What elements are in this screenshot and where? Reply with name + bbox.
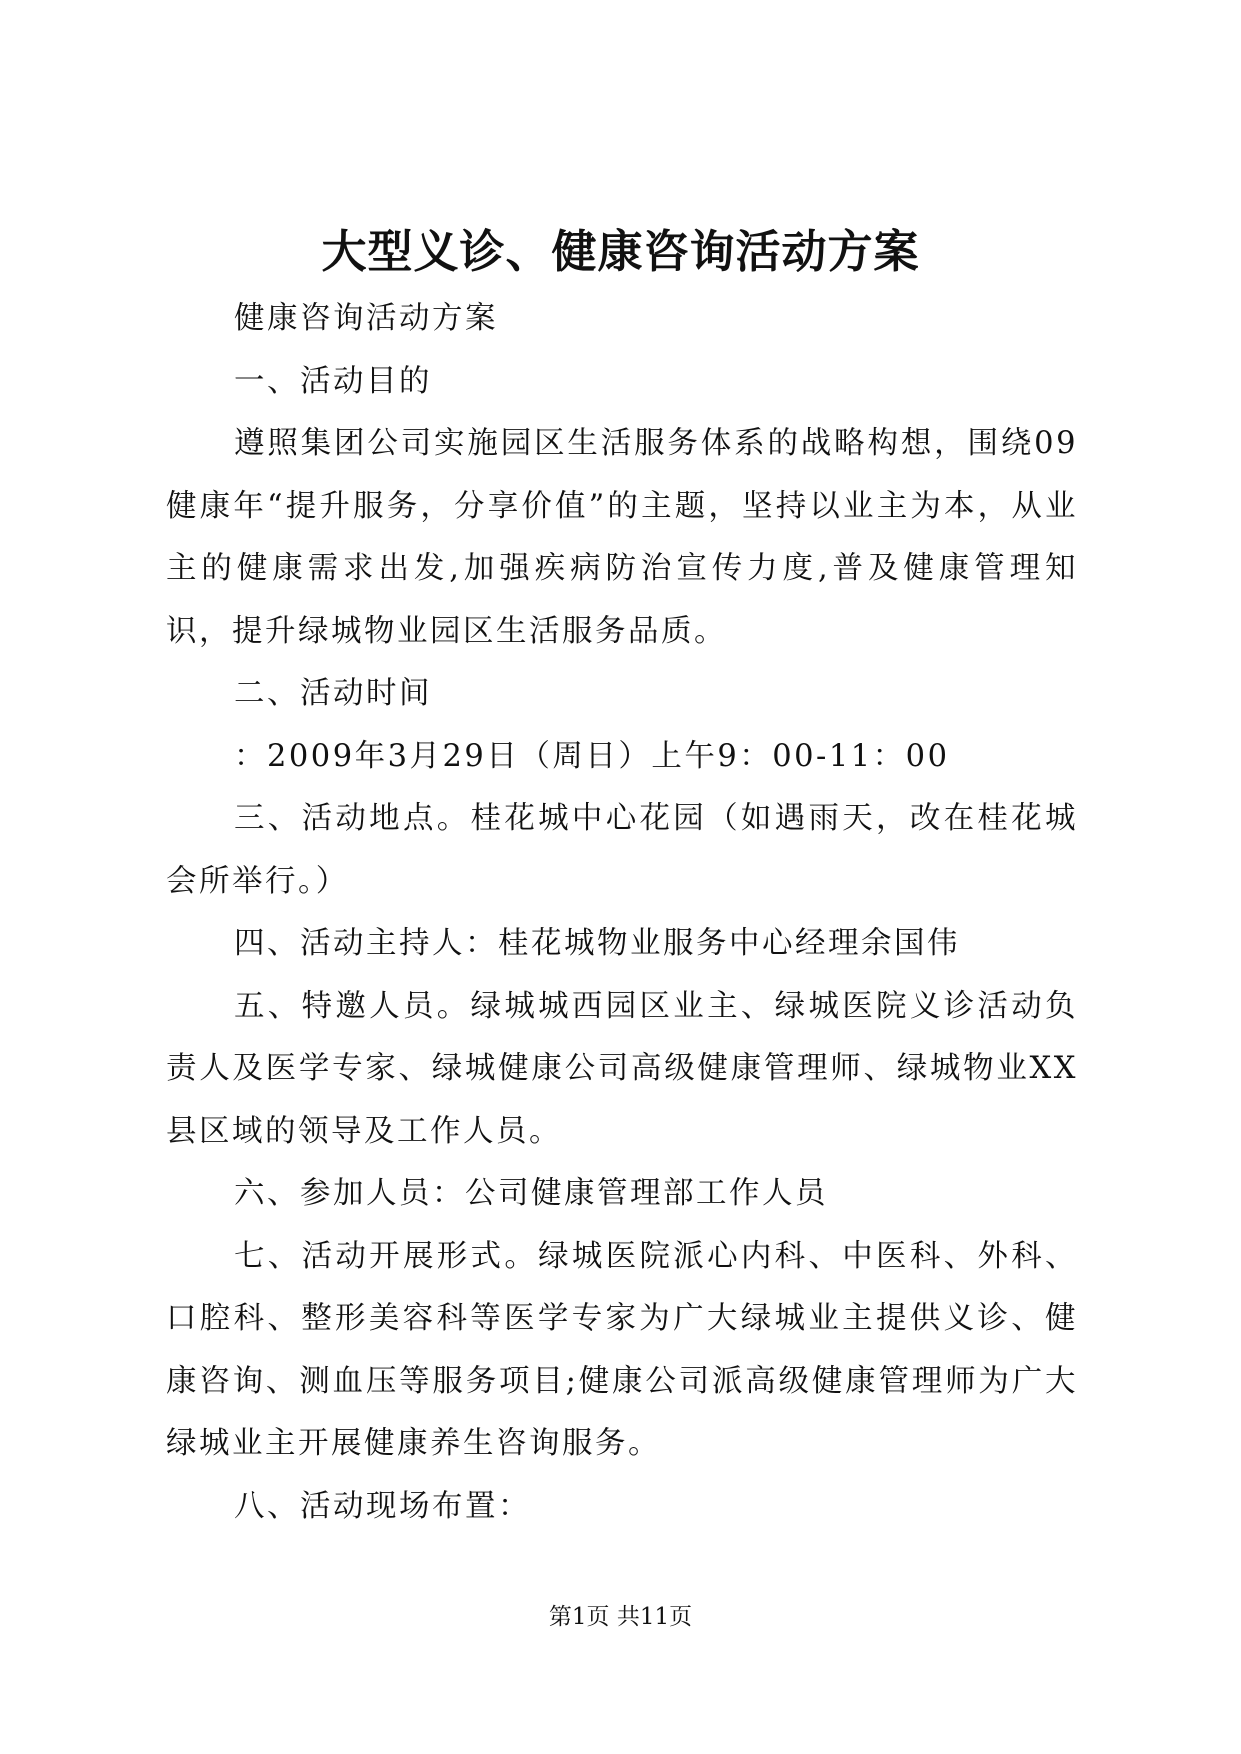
section-heading-time: 二、活动时间 bbox=[234, 676, 432, 711]
section-heading-site-layout: 八、活动现场布置： bbox=[234, 1488, 531, 1524]
page-number-footer: 第1页 共11页 bbox=[548, 1604, 693, 1630]
document-body bbox=[166, 288, 1078, 1538]
document-title: 大型义诊、健康咨询活动方案 bbox=[321, 225, 920, 278]
paragraph-invited-guests: 五、特邀人员。绿城城西园区业主、绿城医院义诊活动负责人及医学专家、绿城健康公司高级健康管理师、绿城物业XX县区域的领导及工作人员。 bbox=[166, 988, 1078, 1149]
paragraph-participants: 六、参加人员：公司健康管理部工作人员 bbox=[234, 1176, 828, 1211]
paragraph-time: ：2009年3月29日（周日）上午9：00-11：00 bbox=[234, 738, 950, 774]
paragraph-purpose: 遵照集团公司实施园区生活服务体系的战略构想，围绕09健康年“提升服务，分享价值”的主题，坚持以业主为本，从业主的健康需求出发,加强疾病防治宣传力度,普及健康管理知识，提升绿城物业园区生活服务品质。 bbox=[166, 426, 1078, 649]
paragraph-activity-format: 七、活动开展形式。绿城医院派心内科、中医科、外科、口腔科、整形美容科等医学专家为广大绿城业主提供义诊、健康咨询、测血压等服务项目;健康公司派高级健康管理师为广大绿城业主开展健康养生咨询服务。 bbox=[166, 1238, 1078, 1461]
paragraph-host: 四、活动主持人：桂花城物业服务中心经理余国伟 bbox=[234, 926, 960, 961]
paragraph-location: 三、活动地点。桂花城中心花园（如遇雨天，改在桂花城会所举行。） bbox=[166, 801, 1078, 899]
section-heading-purpose: 一、活动目的 bbox=[234, 363, 432, 399]
paragraph-subtitle: 健康咨询活动方案 bbox=[234, 301, 498, 336]
